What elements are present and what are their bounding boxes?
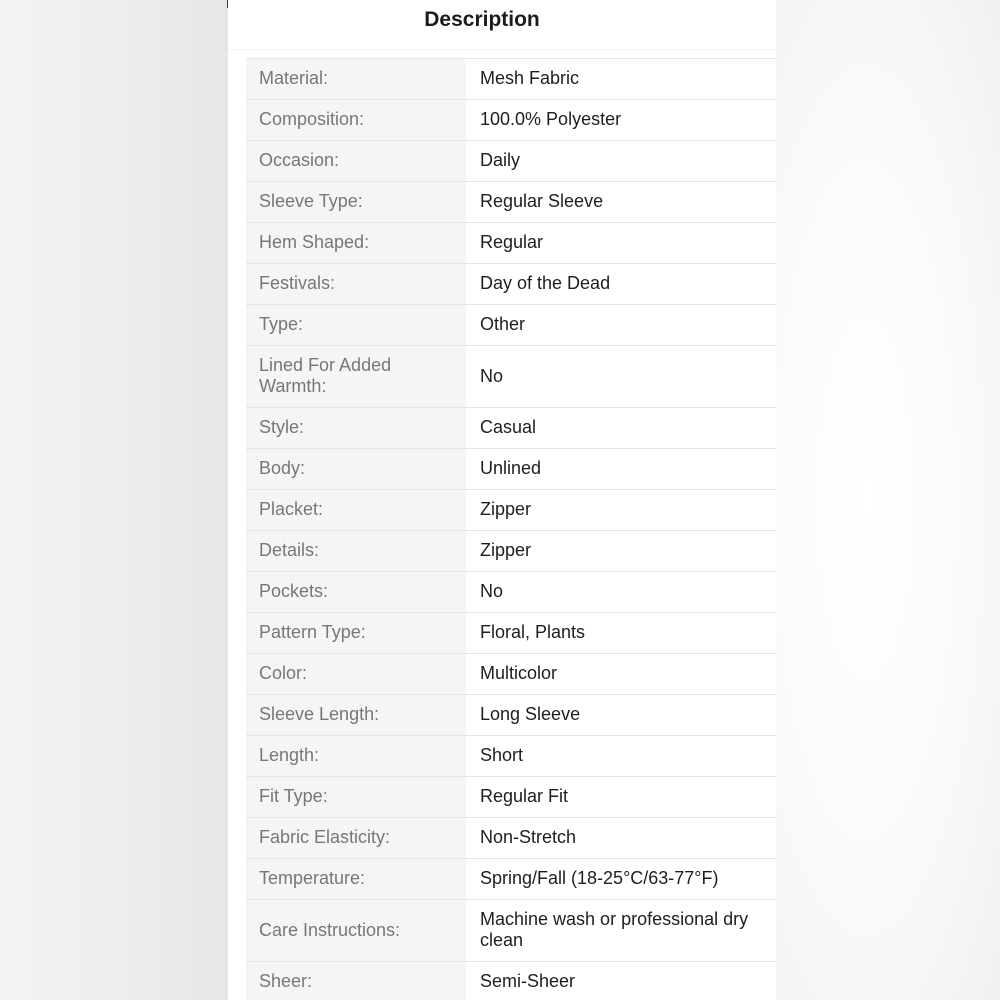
table-row bbox=[246, 305, 776, 346]
table-row bbox=[246, 264, 776, 305]
spec-table bbox=[246, 58, 776, 1000]
row-label: Sleeve Length: bbox=[246, 695, 466, 735]
row-value: Zipper bbox=[480, 499, 532, 519]
table-row bbox=[246, 100, 776, 141]
page-title: Description bbox=[424, 8, 540, 31]
table-row bbox=[246, 736, 776, 777]
row-label: Length: bbox=[246, 736, 466, 776]
table-row bbox=[246, 490, 776, 531]
table-row bbox=[246, 182, 776, 223]
row-label: Placket: bbox=[246, 490, 466, 530]
row-value: Floral, Plants bbox=[480, 622, 586, 642]
table-row bbox=[246, 223, 776, 264]
row-label: Sheer: bbox=[246, 962, 466, 1000]
row-value: Other bbox=[480, 314, 526, 334]
row-label: Color: bbox=[246, 654, 466, 694]
row-label: Fabric Elasticity: bbox=[246, 818, 466, 858]
row-value: Regular Fit bbox=[480, 786, 569, 806]
row-label: Type: bbox=[246, 305, 466, 345]
row-label: Pattern Type: bbox=[246, 613, 466, 653]
description-panel bbox=[228, 0, 776, 1000]
table-row bbox=[246, 449, 776, 490]
table-row bbox=[246, 408, 776, 449]
row-value: Regular bbox=[480, 232, 544, 252]
row-value: Non-Stretch bbox=[480, 827, 577, 847]
row-value: Zipper bbox=[480, 540, 532, 560]
row-value: Mesh Fabric bbox=[480, 68, 580, 88]
table-row bbox=[246, 346, 776, 408]
table-row bbox=[246, 859, 776, 900]
row-value: Casual bbox=[480, 417, 537, 437]
table-row bbox=[246, 613, 776, 654]
table-row bbox=[246, 531, 776, 572]
row-label: Lined For Added Warmth: bbox=[246, 346, 466, 407]
row-value: Unlined bbox=[480, 458, 542, 478]
row-label: Style: bbox=[246, 408, 466, 448]
row-value: Spring/Fall (18-25°C/63-77°F) bbox=[480, 868, 719, 888]
table-row bbox=[246, 654, 776, 695]
table-row bbox=[246, 695, 776, 736]
row-label: Hem Shaped: bbox=[246, 223, 466, 263]
background-right bbox=[776, 0, 1000, 1000]
table-row bbox=[246, 962, 776, 1000]
table-row bbox=[246, 818, 776, 859]
table-row bbox=[246, 900, 776, 962]
header-divider bbox=[228, 49, 776, 50]
row-value: Semi-Sheer bbox=[480, 971, 576, 991]
row-value: No bbox=[480, 365, 504, 386]
row-value: Long Sleeve bbox=[480, 704, 581, 724]
row-label: Fit Type: bbox=[246, 777, 466, 817]
table-row bbox=[246, 59, 776, 100]
row-value: Machine wash or professional dry clean bbox=[480, 909, 749, 950]
row-label: Occasion: bbox=[246, 141, 466, 181]
row-label: Pockets: bbox=[246, 572, 466, 612]
row-label: Material: bbox=[246, 59, 466, 99]
table-row bbox=[246, 777, 776, 818]
row-value: 100.0% Polyester bbox=[480, 109, 622, 129]
row-value: Regular Sleeve bbox=[480, 191, 604, 211]
row-value: Day of the Dead bbox=[480, 273, 611, 293]
row-label: Body: bbox=[246, 449, 466, 489]
row-value: Multicolor bbox=[480, 663, 558, 683]
table-row bbox=[246, 572, 776, 613]
row-value: Daily bbox=[480, 150, 521, 170]
background-left bbox=[0, 0, 228, 1000]
row-label: Festivals: bbox=[246, 264, 466, 304]
row-label: Details: bbox=[246, 531, 466, 571]
row-label: Care Instructions: bbox=[246, 900, 466, 961]
row-value: Short bbox=[480, 745, 524, 765]
row-value: No bbox=[480, 581, 504, 601]
row-label: Composition: bbox=[246, 100, 466, 140]
table-row bbox=[246, 141, 776, 182]
row-label: Sleeve Type: bbox=[246, 182, 466, 222]
row-label: Temperature: bbox=[246, 859, 466, 899]
